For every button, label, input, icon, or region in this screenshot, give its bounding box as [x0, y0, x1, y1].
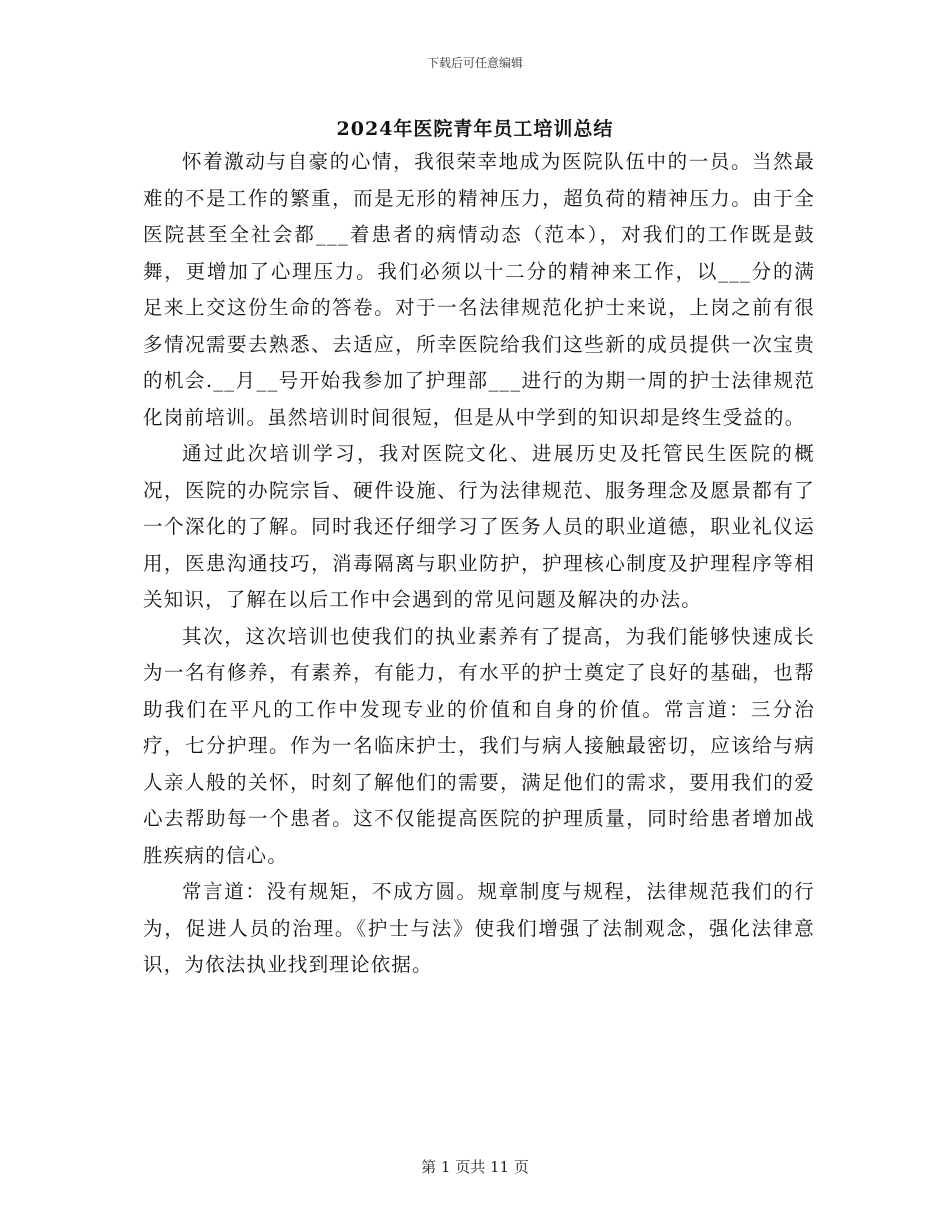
paragraph-2: 通过此次培训学习，我对医院文化、进展历史及托管民生医院的概况，医院的办院宗旨、硬件设施、行为法律规范、服务理念及愿景都有了一个深化的了解。同时我还仔细学习了医务人员的职业道德，职业礼仪运用，医患沟通技巧，消毒隔离与职业防护，护理核心制度及护理程序等相关知识，了解在以后工作中会遇到的常见问题及解决的办法。: [143, 442, 815, 611]
paragraph-3: 其次，这次培训也使我们的执业素养有了提高，为我们能够快速成长为一名有修养，有素养，有能力，有水平的护士奠定了良好的基础，也帮助我们在平凡的工作中发现专业的价值和自身的价值。常言道：三分治疗，七分护理。作为一名临床护士，我们与病人接触最密切，应该给与病人亲人般的关怀，时刻了解他们的需要，满足他们的需求，要用我们的爱心去帮助每一个患者。这不仅能提高医院的护理质量，同时给患者增加战胜疾病的信心。: [143, 624, 815, 867]
header-note: 下载后可任意编辑: [426, 56, 523, 70]
paragraph-1: 怀着激动与自豪的心情，我很荣幸地成为医院队伍中的一员。当然最难的不是工作的繁重，而是无形的精神压力，超负荷的精神压力。由于全医院甚至全社会都___着患者的病情动态（范本），对我们的工作既是鼓舞，更增加了心理压力。我们必须以十二分的精神来工作，以___分的满足来上交这份生命的答卷。对于一名法律规范化护士来说，上岗之前有很多情况需要去熟悉、去适应，所幸医院给我们这些新的成员提供一次宝贵的机会.__月__号开始我参加了护理部___进行的为期一周的护士法律规范化岗前培训。虽然培训时间很短，但是从中学到的知识却是终生受益的。: [143, 150, 815, 429]
document-body: [143, 144, 815, 984]
paragraph-4: 常言道：没有规矩，不成方圆。规章制度与规程，法律规范我们的行为，促进人员的治理。《护士与法》使我们增强了法制观念，强化法律意识，为依法执业找到理论依据。: [143, 880, 815, 976]
page-number-footer: 第 1 页共 11 页: [421, 1158, 529, 1176]
document-title: 2024年医院青年员工培训总结: [336, 118, 614, 140]
